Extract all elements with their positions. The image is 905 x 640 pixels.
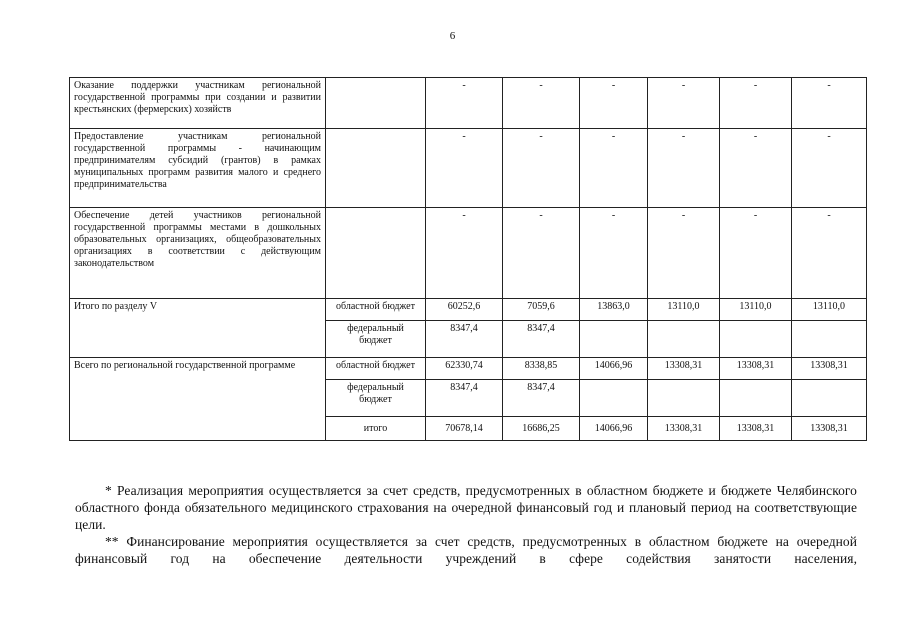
value-cell: 13110,0 xyxy=(792,299,867,321)
value-cell: 13308,31 xyxy=(648,358,720,380)
value-cell: - xyxy=(503,129,580,208)
section-total-row xyxy=(70,299,867,321)
value-cell xyxy=(720,321,792,358)
footnotes xyxy=(75,482,857,567)
value-cell xyxy=(720,380,792,417)
value-cell: - xyxy=(648,78,720,129)
value-cell: 8347,4 xyxy=(503,380,580,417)
value-cell xyxy=(648,321,720,358)
value-cell xyxy=(648,380,720,417)
funding-source: федеральный бюджет xyxy=(326,380,426,417)
funding-source: областной бюджет xyxy=(326,299,426,321)
value-cell: 60252,6 xyxy=(426,299,503,321)
value-cell: - xyxy=(503,208,580,299)
value-cell: 7059,6 xyxy=(503,299,580,321)
funding-source: федеральный бюджет xyxy=(326,321,426,358)
value-cell xyxy=(792,321,867,358)
value-cell: - xyxy=(426,78,503,129)
funding-source xyxy=(326,129,426,208)
value-cell: - xyxy=(792,129,867,208)
value-cell: 13308,31 xyxy=(792,358,867,380)
value-cell: - xyxy=(426,129,503,208)
value-cell: - xyxy=(580,129,648,208)
funding-source: итого xyxy=(326,417,426,441)
funding-source: областной бюджет xyxy=(326,358,426,380)
activity-name: Обеспечение детей участников региональной государственной программы местами в дошкольных образовательных организациях, общеобразовательных организациях в соответствии с действующим законодательством xyxy=(70,208,326,299)
page-number: 6 xyxy=(449,30,456,42)
value-cell: - xyxy=(720,208,792,299)
table-row xyxy=(70,129,867,208)
value-cell: 62330,74 xyxy=(426,358,503,380)
value-cell xyxy=(792,380,867,417)
value-cell: 13308,31 xyxy=(648,417,720,441)
value-cell: 13308,31 xyxy=(720,417,792,441)
footnote-2: ** Финансирование мероприятия осуществляется за счет средств, предусмотренных в областном бюджете на очередной финансовый год на обеспечение деятельности учреждений в сфере содействия занятости населения, xyxy=(75,534,857,566)
funding-source xyxy=(326,78,426,129)
value-cell: - xyxy=(580,78,648,129)
value-cell xyxy=(580,321,648,358)
table-row xyxy=(70,78,867,129)
value-cell: - xyxy=(720,78,792,129)
table-row xyxy=(70,208,867,299)
value-cell: - xyxy=(648,129,720,208)
value-cell: 70678,14 xyxy=(426,417,503,441)
value-cell: 8347,4 xyxy=(426,321,503,358)
budget-table xyxy=(69,77,867,441)
value-cell: - xyxy=(792,78,867,129)
value-cell: 8347,4 xyxy=(426,380,503,417)
value-cell: 16686,25 xyxy=(503,417,580,441)
program-total-row xyxy=(70,358,867,380)
value-cell xyxy=(580,380,648,417)
value-cell: - xyxy=(503,78,580,129)
activity-name: Оказание поддержки участникам региональной государственной программы при создании и развитии крестьянских (фермерских) хозяйств xyxy=(70,78,326,129)
value-cell: - xyxy=(580,208,648,299)
value-cell: 8347,4 xyxy=(503,321,580,358)
value-cell: 8338,85 xyxy=(503,358,580,380)
value-cell: 13308,31 xyxy=(720,358,792,380)
value-cell: 14066,96 xyxy=(580,417,648,441)
activity-name: Предоставление участникам региональной государственной программы - начинающим предпринимателям субсидий (грантов) в рамках муниципальных программ развития малого и среднего предпринимательства xyxy=(70,129,326,208)
section-total-label: Итого по разделу V xyxy=(70,299,326,358)
value-cell: 13110,0 xyxy=(648,299,720,321)
program-total-label: Всего по региональной государственной программе xyxy=(70,358,326,441)
value-cell: - xyxy=(792,208,867,299)
value-cell: 13863,0 xyxy=(580,299,648,321)
value-cell: 14066,96 xyxy=(580,358,648,380)
value-cell: 13110,0 xyxy=(720,299,792,321)
value-cell: 13308,31 xyxy=(792,417,867,441)
value-cell: - xyxy=(720,129,792,208)
value-cell: - xyxy=(426,208,503,299)
footnote-1: * Реализация мероприятия осуществляется за счет средств, предусмотренных в областном бюджете и бюджете Челябинского областного фонда обязательного медицинского страхования на очередной финансовый год и плановый период на соответствующие цели. xyxy=(75,483,857,532)
funding-source xyxy=(326,208,426,299)
value-cell: - xyxy=(648,208,720,299)
